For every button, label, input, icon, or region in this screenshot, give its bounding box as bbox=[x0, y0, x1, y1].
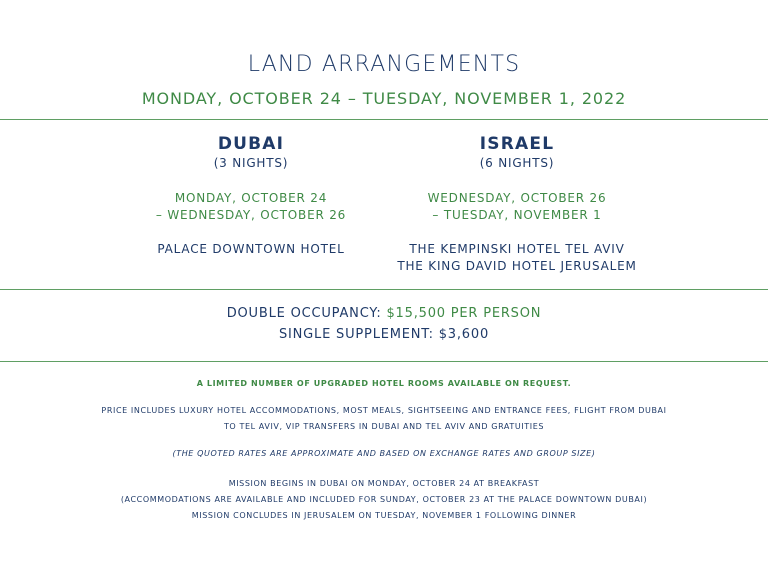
double-occupancy-price: $15,500 PER PERSON bbox=[386, 306, 542, 321]
divider-middle bbox=[0, 289, 768, 290]
single-supplement bbox=[0, 324, 768, 345]
hotel-name: PALACE DOWNTOWN HOTEL bbox=[157, 242, 345, 256]
hotel-name: THE KING DAVID HOTEL JERUSALEM bbox=[397, 259, 637, 273]
price-includes-line: TO TEL AVIV, VIP TRANSFERS IN DUBAI AND TEL AVIV AND GRATUITIES bbox=[223, 422, 545, 431]
double-occupancy bbox=[0, 303, 768, 324]
double-occupancy-label: DOUBLE OCCUPANCY: bbox=[226, 306, 382, 321]
mission-line: MISSION CONCLUDES IN JERUSALEM ON TUESDAY, NOVEMBER 1 FOLLOWING DINNER bbox=[191, 511, 577, 520]
mission-schedule-note bbox=[0, 476, 768, 524]
divider-top bbox=[0, 119, 768, 120]
rates-disclaimer: (THE QUOTED RATES ARE APPROXIMATE AND BASED ON EXCHANGE RATES AND GROUP SIZE) bbox=[172, 449, 596, 458]
price-includes-note bbox=[0, 403, 768, 435]
destination-dubai bbox=[120, 133, 382, 258]
destination-name: ISRAEL bbox=[479, 134, 555, 154]
mission-line: (ACCOMMODATIONS ARE AVAILABLE AND INCLUDED FOR SUNDAY, OCTOBER 23 AT THE PALACE DOWNTOWN DUBAI) bbox=[120, 495, 648, 504]
destination-israel bbox=[380, 133, 654, 275]
date-range-end: – TUESDAY, NOVEMBER 1 bbox=[432, 208, 602, 222]
date-range-start: WEDNESDAY, OCTOBER 26 bbox=[427, 191, 607, 205]
pricing-block bbox=[0, 303, 768, 345]
destination-date-range bbox=[120, 190, 382, 224]
single-supplement-price: $3,600 bbox=[438, 327, 490, 342]
date-range-end: – WEDNESDAY, OCTOBER 26 bbox=[155, 208, 347, 222]
mission-line: MISSION BEGINS IN DUBAI ON MONDAY, OCTOBER 24 AT BREAKFAST bbox=[228, 479, 540, 488]
page-title: LAND ARRANGEMENTS bbox=[247, 52, 521, 77]
destination-date-range bbox=[380, 190, 654, 224]
destination-hotels bbox=[120, 241, 382, 258]
divider-bottom bbox=[0, 361, 768, 362]
single-supplement-label: SINGLE SUPPLEMENT: bbox=[278, 327, 434, 342]
destination-hotels bbox=[380, 241, 654, 275]
hotel-name: THE KEMPINSKI HOTEL TEL AVIV bbox=[409, 242, 625, 256]
date-range-start: MONDAY, OCTOBER 24 bbox=[174, 191, 328, 205]
trip-dates: MONDAY, OCTOBER 24 – TUESDAY, NOVEMBER 1, 2022 bbox=[141, 89, 627, 108]
destination-nights: (3 NIGHTS) bbox=[213, 156, 289, 170]
price-includes-line: PRICE INCLUDES LUXURY HOTEL ACCOMMODATIONS, MOST MEALS, SIGHTSEEING AND ENTRANCE FEES, FLIGHT FROM DUBAI bbox=[101, 406, 667, 415]
upgrade-note: A LIMITED NUMBER OF UPGRADED HOTEL ROOMS AVAILABLE ON REQUEST. bbox=[196, 379, 572, 388]
destination-nights: (6 NIGHTS) bbox=[479, 156, 555, 170]
destination-name: DUBAI bbox=[217, 134, 285, 154]
